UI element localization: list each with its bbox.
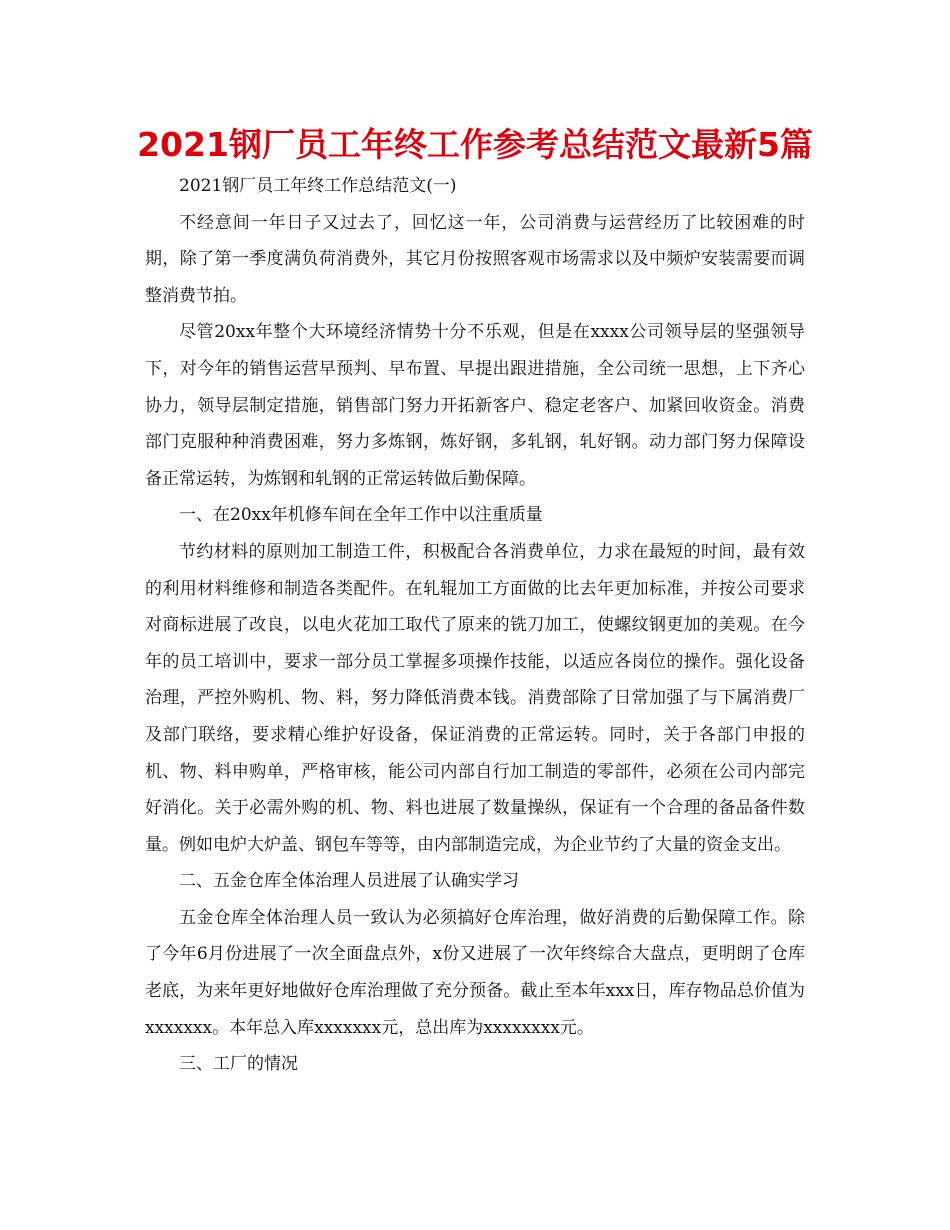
document-title: 2021钢厂员工年终工作参考总结范文最新5篇 [137,125,813,164]
paragraph-section-1: 节约材料的原则加工制造工件，积极配合各消费单位，力求在最短的时间，最有效的利用材料维修和制造各类配件。在轧辊加工方面做的比去年更加标准，并按公司要求对商标进展了改良，以电火花加工取代了原来的铣刀加工，使螺纹钢更加的美观。在今年的员工培训中，要求一部分员工掌握多项操作技能，以适应各岗位的操作。强化设备治理，严控外购机、物、料，努力降低消费本钱。消费部除了日常加强了与下属消费厂及部门联络，要求精心维护好设备，保证消费的正常运转。同时，关于各部门申报的机、物、料申购单，严格审核，能公司内部自行加工制造的零部件，必须在公司内部完好消化。关于必需外购的机、物、料也进展了数量操纵，保证有一个合理的备品备件数量。例如电炉大炉盖、钢包车等等，由内部制造完成，为企业节约了大量的资金支出。 [145,541,805,855]
paragraph-intro: 不经意间一年日子又过去了，回忆这一年，公司消费与运营经历了比较困难的时期，除了第一季度满负荷消费外，其它月份按照客观市场需求以及中频炉安装需要而调整消费节拍。 [145,212,805,306]
paragraph-overview: 尽管20xx年整个大环境经济情势十分不乐观，但是在xxxx公司领导层的坚强领导下，对今年的销售运营早预判、早布置、早提出跟进措施，全公司统一思想，上下齐心协力，领导层制定措施，销售部门努力开拓新客户、稳定老客户、加紧回收资金。消费部门克服种种消费困难，努力多炼钢，炼好钢，多轧钢，轧好钢。动力部门努力保障设备正常运转，为炼钢和轧钢的正常运转做后勤保障。 [145,322,805,489]
paragraph-section-2: 五金仓库全体治理人员一致认为必须搞好仓库治理，做好消费的后勤保障工作。除了今年6月份进展了一次全面盘点外，x份又进展了一次年终综合大盘点，更明朗了仓库老底，为来年更好地做好仓库治理做了充分预备。截止至本年xxx日，库存物品总价值为xxxxxxx。本年总入库xxxxxxx元，总出库为xxxxxxxx元。 [145,907,805,1038]
heading-section-1: 一、在20xx年机修车间在全年工作中以注重质量 [179,505,543,526]
heading-section-3: 三、工厂的情况 [179,1054,298,1075]
document-body [145,168,805,1083]
section-subtitle: 2021钢厂员工年终工作总结范文(一) [179,176,457,196]
heading-section-2: 二、五金仓库全体治理人员进展了认确实学习 [179,871,519,892]
